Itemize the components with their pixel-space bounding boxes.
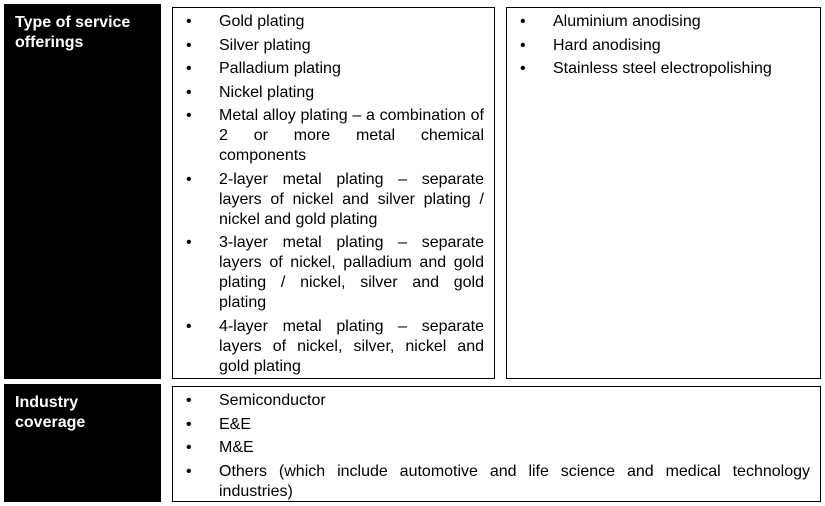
list-item (173, 438, 810, 458)
list-item (173, 462, 810, 502)
list-item-text: Hard anodising (553, 36, 661, 54)
list-item (173, 106, 484, 166)
row-label-industry-coverage (4, 384, 161, 502)
list-item (173, 12, 484, 32)
list-item (173, 59, 484, 79)
list-item-text: 3-layer metal plating – separate layers of nickel, palladium and gold plating / nickel, silver and gold plating (219, 234, 484, 311)
list-item-text: Stainless steel electropolishing (553, 60, 772, 77)
row-label-text: Industry coverage (15, 394, 86, 431)
list-item-text: Metal alloy plating – a combination of 2 or more metal chemical components (219, 107, 484, 164)
bullet-icon: • (520, 36, 526, 54)
bullet-icon: • (186, 415, 192, 433)
list-item (173, 415, 810, 435)
row-label-text: Type of service offerings (15, 14, 131, 51)
list-item-text: 2-layer metal plating – separate layers of nickel and silver plating / nickel and gold plating (219, 170, 484, 228)
list-item (173, 170, 484, 230)
bullet-icon: • (186, 36, 192, 54)
list-item-text: Silver plating (219, 36, 311, 54)
bullet-icon: • (186, 83, 192, 101)
bullet-icon: • (186, 439, 192, 456)
industry-list (173, 391, 810, 502)
list-item-text: M&E (219, 439, 254, 456)
list-item (507, 36, 810, 56)
bullet-icon: • (186, 392, 192, 409)
list-item-text: Palladium plating (219, 60, 341, 77)
list-item (173, 391, 810, 411)
list-item (173, 83, 484, 103)
list-item (173, 233, 484, 313)
bullet-icon: • (186, 60, 192, 77)
bullet-icon: • (520, 60, 526, 77)
industry-coverage-cell (172, 386, 821, 502)
list-item-text: 4-layer metal plating – separate layers of nickel, silver, nickel and gold plating (219, 317, 484, 375)
list-item (507, 12, 810, 32)
row-label-service-offerings (4, 4, 161, 379)
list-item-text: Semiconductor (219, 392, 326, 409)
plating-list (173, 12, 484, 377)
service-offerings-plating-cell (172, 7, 495, 379)
bullet-icon: • (186, 317, 192, 335)
list-item (173, 317, 484, 377)
bullet-icon: • (520, 13, 526, 30)
bullet-icon: • (186, 107, 192, 124)
list-item (173, 36, 484, 56)
list-item-text: Nickel plating (219, 83, 315, 101)
bullet-icon: • (186, 13, 192, 30)
finishing-list (507, 12, 810, 79)
bullet-icon: • (186, 462, 192, 480)
bullet-icon: • (186, 170, 192, 188)
list-item-text: E&E (219, 415, 252, 433)
bullet-icon: • (186, 234, 192, 251)
list-item-text: Gold plating (219, 13, 305, 30)
list-item-text: Others (which include automotive and life science and medical technology industries) (219, 462, 810, 500)
list-item (507, 59, 810, 79)
list-item-text: Aluminium anodising (553, 13, 701, 30)
service-offerings-finishing-cell (506, 7, 821, 379)
